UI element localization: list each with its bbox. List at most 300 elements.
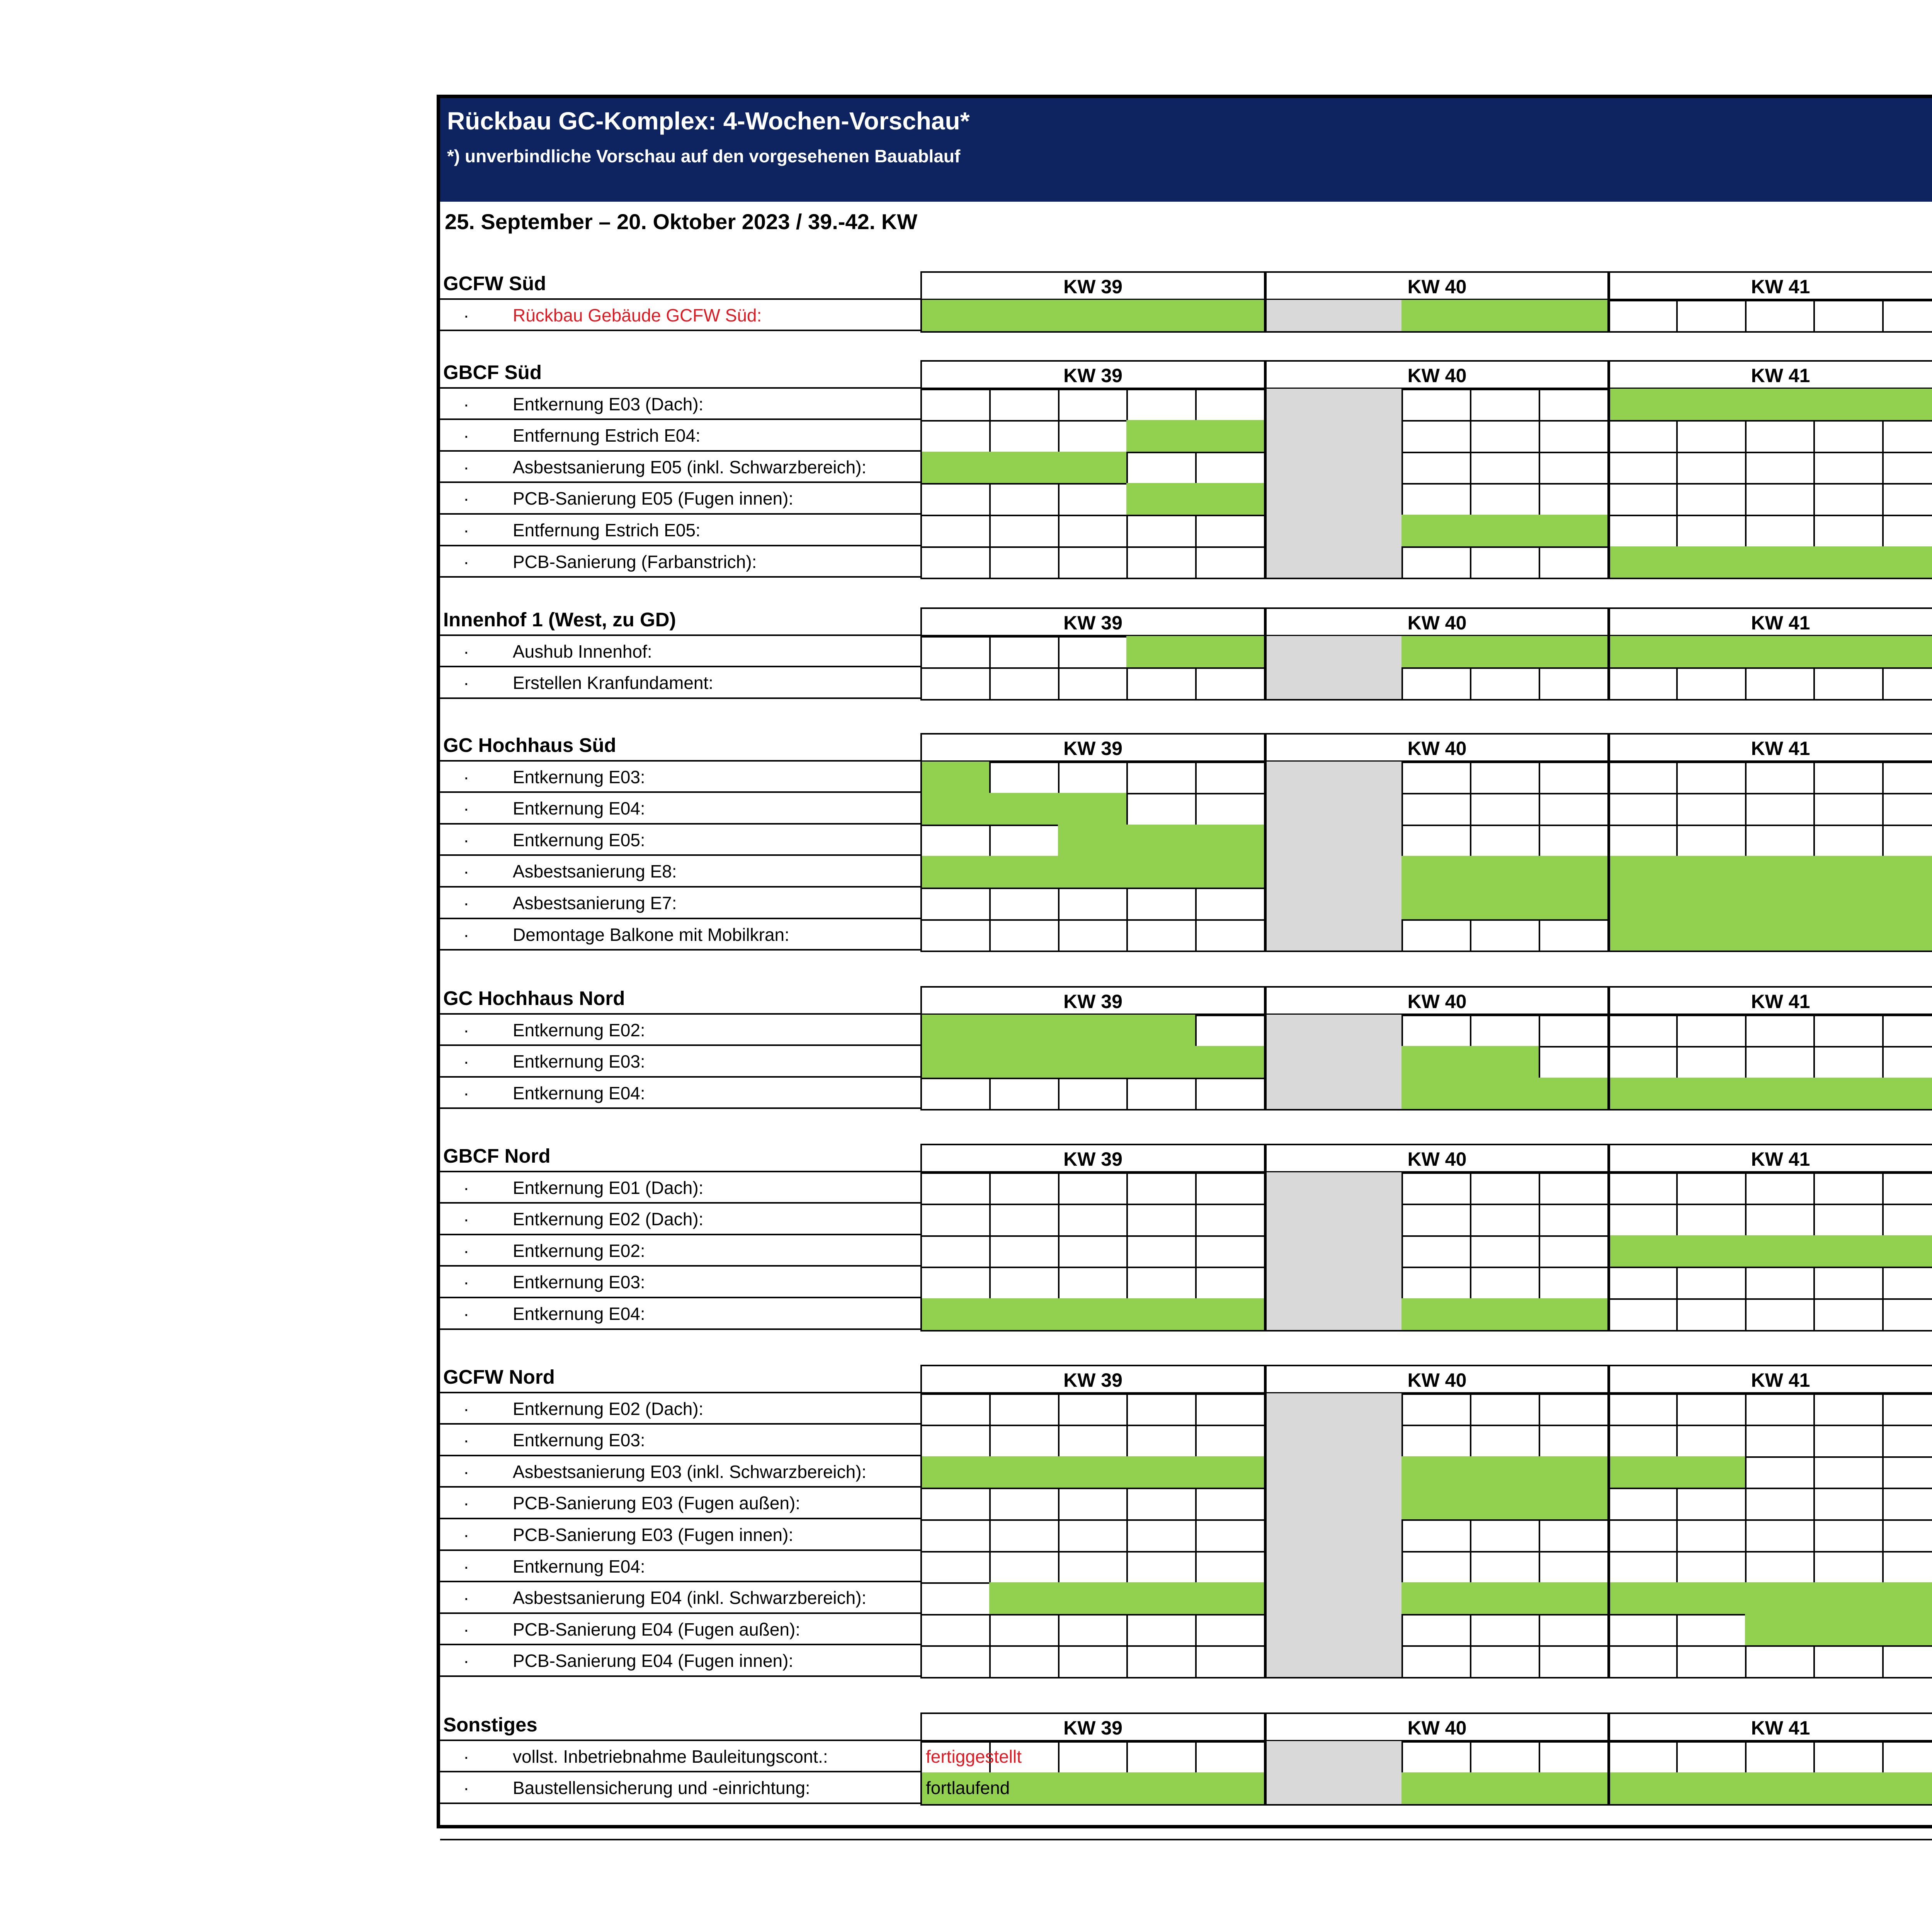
day-cell — [920, 825, 991, 858]
section-title: GBCF Nord — [443, 1145, 551, 1167]
day-cell — [1058, 1425, 1128, 1458]
day-cell — [1745, 1551, 1815, 1584]
day-cell — [1333, 1267, 1403, 1300]
week-header: KW 40 — [1264, 607, 1609, 638]
day-cell — [1195, 389, 1265, 422]
day-cell — [1195, 636, 1265, 669]
week-header: KW 40 — [1264, 360, 1609, 390]
day-cell — [989, 546, 1060, 580]
day-cell — [1401, 389, 1472, 422]
day-cell — [1333, 1235, 1403, 1269]
day-cell — [1401, 1204, 1472, 1237]
bullet: · — [463, 1556, 469, 1576]
row-divider — [440, 1328, 920, 1330]
week-header: KW 40 — [1264, 1712, 1609, 1743]
day-cell — [1195, 1298, 1265, 1332]
activity-label: Entkernung E02 (Dach): — [513, 1398, 704, 1419]
day-cell — [1882, 1519, 1932, 1553]
day-cell — [1401, 483, 1472, 516]
row-divider — [440, 1076, 920, 1078]
day-cell — [1126, 636, 1197, 669]
section-title: GCFW Süd — [443, 272, 546, 294]
day-cell — [1813, 389, 1884, 422]
day-cell — [1058, 825, 1128, 858]
day-cell — [1676, 389, 1747, 422]
activity-label: Entfernung Estrich E05: — [513, 520, 701, 540]
schedule-sheet — [437, 95, 1932, 1828]
day-cell — [1539, 1741, 1609, 1774]
day-cell — [920, 515, 991, 548]
day-cell — [1882, 1235, 1932, 1269]
activity-label: Entkernung E05: — [513, 830, 645, 850]
day-cell — [1676, 1582, 1747, 1616]
day-cell — [1333, 300, 1403, 333]
day-cell — [1813, 483, 1884, 516]
day-cell — [1539, 762, 1609, 795]
day-cell — [1676, 825, 1747, 858]
day-cell — [1264, 1046, 1334, 1079]
row-divider — [440, 576, 920, 578]
row-divider — [440, 1013, 920, 1015]
day-cell — [1607, 1741, 1678, 1774]
day-cell — [1607, 1488, 1678, 1521]
day-cell — [1058, 452, 1128, 485]
day-cell — [1126, 546, 1197, 580]
week-header: KW 40 — [1264, 1144, 1609, 1174]
day-cell — [920, 1172, 991, 1206]
day-cell — [1882, 1645, 1932, 1678]
day-cell — [1539, 1235, 1609, 1269]
day-cell — [1813, 1772, 1884, 1806]
day-cell — [1607, 793, 1678, 826]
day-cell — [1058, 762, 1128, 795]
day-cell — [1813, 793, 1884, 826]
day-cell — [1607, 546, 1678, 580]
activity-label: Asbestsanierung E05 (inkl. Schwarzbereich): — [513, 457, 867, 477]
day-cell — [1813, 1235, 1884, 1269]
day-cell — [1745, 1645, 1815, 1678]
day-cell — [1126, 420, 1197, 453]
day-cell — [1882, 1456, 1932, 1490]
day-cell — [1333, 452, 1403, 485]
day-cell — [989, 762, 1060, 795]
bullet: · — [463, 1051, 469, 1072]
activity-label: Entkernung E03: — [513, 767, 645, 787]
day-cell — [1333, 856, 1403, 889]
day-cell — [989, 389, 1060, 422]
day-cell — [1401, 825, 1472, 858]
activity-label: Asbestsanierung E8: — [513, 861, 677, 882]
day-cell — [1539, 483, 1609, 516]
day-cell — [920, 762, 991, 795]
day-cell — [1126, 515, 1197, 548]
day-cell — [1539, 636, 1609, 669]
day-cell — [1470, 1456, 1540, 1490]
bullet: · — [463, 1493, 469, 1513]
week-header: KW 39 — [920, 986, 1265, 1016]
day-cell — [1676, 1078, 1747, 1111]
row-divider — [440, 823, 920, 825]
day-cell — [920, 1425, 991, 1458]
day-cell — [1333, 1078, 1403, 1111]
day-cell — [1607, 1614, 1678, 1647]
day-cell — [1195, 793, 1265, 826]
day-cell — [1401, 1015, 1472, 1048]
day-cell — [989, 1015, 1060, 1048]
bullet: · — [463, 425, 469, 446]
day-cell — [1470, 1519, 1540, 1553]
bullet: · — [463, 673, 469, 693]
day-cell — [1882, 420, 1932, 453]
day-cell — [1470, 1015, 1540, 1048]
day-cell — [920, 1046, 991, 1079]
day-cell — [920, 1078, 991, 1111]
day-cell — [1813, 825, 1884, 858]
row-divider — [440, 854, 920, 856]
day-cell — [1195, 667, 1265, 701]
day-cell — [1264, 1456, 1334, 1490]
day-cell — [1195, 1425, 1265, 1458]
day-cell — [1264, 762, 1334, 795]
day-cell — [1264, 1519, 1334, 1553]
day-cell — [1607, 1772, 1678, 1806]
day-cell — [1539, 825, 1609, 858]
day-cell — [1264, 1425, 1334, 1458]
day-cell — [1401, 856, 1472, 889]
day-cell — [1401, 1582, 1472, 1616]
day-cell — [1745, 762, 1815, 795]
day-cell — [1676, 515, 1747, 548]
day-cell — [1126, 1172, 1197, 1206]
week-header: KW 41 — [1607, 607, 1932, 638]
day-cell — [1539, 1614, 1609, 1647]
day-cell — [1470, 1741, 1540, 1774]
day-cell — [1676, 1645, 1747, 1678]
section-title: GC Hochhaus Süd — [443, 734, 616, 756]
day-cell — [1539, 1298, 1609, 1332]
day-cell — [1882, 888, 1932, 921]
day-cell — [1607, 1235, 1678, 1269]
day-cell — [1058, 1046, 1128, 1079]
week-header: KW 41 — [1607, 1144, 1932, 1174]
day-cell — [1401, 919, 1472, 952]
activity-label: PCB-Sanierung (Farbanstrich): — [513, 551, 757, 572]
day-cell — [1882, 1425, 1932, 1458]
activity-label: Erstellen Kranfundament: — [513, 673, 714, 693]
day-cell — [1470, 825, 1540, 858]
day-cell — [1745, 1204, 1815, 1237]
day-cell — [1676, 483, 1747, 516]
day-cell — [1676, 1456, 1747, 1490]
day-cell — [1882, 1582, 1932, 1616]
day-cell — [1813, 919, 1884, 952]
day-cell — [1470, 1204, 1540, 1237]
day-cell — [1058, 483, 1128, 516]
day-cell — [1539, 1267, 1609, 1300]
day-cell — [1401, 1267, 1472, 1300]
day-cell — [1058, 1078, 1128, 1111]
day-cell — [1333, 1551, 1403, 1584]
day-cell — [1401, 1551, 1472, 1584]
day-cell — [1058, 1204, 1128, 1237]
day-cell — [1126, 1393, 1197, 1427]
day-cell — [1539, 1645, 1609, 1678]
day-cell — [1058, 300, 1128, 333]
bullet: · — [463, 394, 469, 414]
day-cell — [1058, 546, 1128, 580]
day-cell — [1333, 1488, 1403, 1521]
day-cell — [1401, 1519, 1472, 1553]
day-cell — [1813, 1551, 1884, 1584]
day-cell — [1126, 483, 1197, 516]
week-header: KW 39 — [920, 1365, 1265, 1395]
bullet: · — [463, 551, 469, 572]
day-cell — [1745, 919, 1815, 952]
day-cell — [1745, 1772, 1815, 1806]
day-cell — [1745, 825, 1815, 858]
day-cell — [1470, 1551, 1540, 1584]
day-cell — [920, 483, 991, 516]
day-cell — [1882, 1046, 1932, 1079]
day-cell — [1195, 1772, 1265, 1806]
day-cell — [1882, 825, 1932, 858]
day-cell — [1539, 1204, 1609, 1237]
day-cell — [1813, 1614, 1884, 1647]
day-cell — [1401, 1425, 1472, 1458]
day-cell — [1058, 1456, 1128, 1490]
day-cell — [1676, 1614, 1747, 1647]
day-cell — [1333, 1582, 1403, 1616]
day-cell — [989, 483, 1060, 516]
activity-label: PCB-Sanierung E03 (Fugen innen): — [513, 1525, 794, 1545]
week-header: KW 41 — [1607, 360, 1932, 390]
day-cell — [1539, 1393, 1609, 1427]
day-cell — [920, 1614, 991, 1647]
day-cell — [989, 1582, 1060, 1616]
day-cell — [1333, 420, 1403, 453]
day-cell — [1470, 1267, 1540, 1300]
day-cell — [1333, 1741, 1403, 1774]
day-cell — [1813, 1425, 1884, 1458]
day-cell — [1676, 1551, 1747, 1584]
day-cell — [1264, 825, 1334, 858]
day-cell — [1539, 515, 1609, 548]
day-cell — [1126, 1645, 1197, 1678]
day-cell — [1539, 793, 1609, 826]
day-cell — [920, 1645, 991, 1678]
day-cell — [1607, 1267, 1678, 1300]
day-cell — [989, 1425, 1060, 1458]
bullet: · — [463, 457, 469, 477]
day-cell — [1607, 300, 1678, 333]
day-cell — [1126, 1582, 1197, 1616]
day-cell — [1676, 1488, 1747, 1521]
bullet: · — [463, 1461, 469, 1482]
day-cell — [1195, 420, 1265, 453]
day-cell — [1401, 546, 1472, 580]
day-cell — [1401, 1235, 1472, 1269]
activity-label: Entkernung E04: — [513, 1083, 645, 1103]
row-divider — [440, 1423, 920, 1425]
bullet: · — [463, 641, 469, 662]
day-cell — [989, 1046, 1060, 1079]
day-cell — [1813, 1267, 1884, 1300]
day-cell — [1539, 452, 1609, 485]
bullet: · — [463, 1525, 469, 1545]
day-cell — [920, 300, 991, 333]
bullet: · — [463, 1020, 469, 1040]
day-cell — [1882, 667, 1932, 701]
day-cell — [1813, 1298, 1884, 1332]
day-cell — [920, 389, 991, 422]
section-title: Sonstiges — [443, 1714, 537, 1736]
day-cell — [1470, 420, 1540, 453]
bullet: · — [463, 1209, 469, 1229]
activity-label: Demontage Balkone mit Mobilkran: — [513, 924, 789, 945]
section-title: Innenhof 1 (West, zu GD) — [443, 609, 676, 631]
day-cell — [1470, 1772, 1540, 1806]
day-cell — [1882, 1267, 1932, 1300]
week-header: KW 40 — [1264, 1365, 1609, 1395]
day-cell — [1333, 1456, 1403, 1490]
day-cell — [1195, 1488, 1265, 1521]
day-cell — [1813, 300, 1884, 333]
activity-label: PCB-Sanierung E05 (Fugen innen): — [513, 488, 794, 509]
day-cell — [1745, 1582, 1815, 1616]
day-cell — [1264, 636, 1334, 669]
bullet: · — [463, 1619, 469, 1639]
week-header: KW 40 — [1264, 271, 1609, 301]
day-cell — [1333, 1015, 1403, 1048]
day-cell — [1264, 452, 1334, 485]
day-cell — [1539, 1488, 1609, 1521]
day-cell — [1607, 1393, 1678, 1427]
day-cell — [1333, 1298, 1403, 1332]
day-cell — [1264, 1015, 1334, 1048]
day-cell — [920, 636, 991, 669]
day-cell — [1333, 483, 1403, 516]
day-cell — [1126, 1046, 1197, 1079]
day-cell — [1058, 1741, 1128, 1774]
day-cell — [1813, 1456, 1884, 1490]
week-header: KW 39 — [920, 1712, 1265, 1743]
day-cell — [1676, 1046, 1747, 1079]
day-cell — [1676, 1235, 1747, 1269]
bullet: · — [463, 924, 469, 945]
day-cell — [989, 825, 1060, 858]
day-cell — [1126, 1614, 1197, 1647]
day-cell — [920, 1456, 991, 1490]
week-header: KW 39 — [920, 1144, 1265, 1174]
day-cell — [1195, 1235, 1265, 1269]
section-title: GCFW Nord — [443, 1366, 555, 1388]
day-cell — [1676, 1015, 1747, 1048]
day-cell — [1676, 856, 1747, 889]
day-cell — [1676, 1204, 1747, 1237]
day-cell — [989, 1456, 1060, 1490]
day-cell — [989, 888, 1060, 921]
day-cell — [920, 1267, 991, 1300]
day-cell — [1539, 1078, 1609, 1111]
day-cell — [1676, 1772, 1747, 1806]
activity-label: Entkernung E03 (Dach): — [513, 394, 704, 414]
day-cell — [1676, 667, 1747, 701]
day-cell — [1333, 1204, 1403, 1237]
week-header: KW 39 — [920, 360, 1265, 390]
day-cell — [1126, 667, 1197, 701]
day-cell — [989, 1267, 1060, 1300]
day-cell — [1264, 1488, 1334, 1521]
day-cell — [1126, 1235, 1197, 1269]
day-cell — [989, 515, 1060, 548]
day-cell — [1676, 888, 1747, 921]
row-divider — [440, 791, 920, 793]
activity-label: Entkernung E02: — [513, 1240, 645, 1261]
day-cell — [1676, 1393, 1747, 1427]
day-cell — [1813, 1519, 1884, 1553]
activity-label: Entkernung E03: — [513, 1051, 645, 1072]
day-cell — [1745, 389, 1815, 422]
day-cell — [989, 1078, 1060, 1111]
day-cell — [1058, 1645, 1128, 1678]
activity-label: Rückbau Gebäude GCFW Süd: — [513, 305, 762, 325]
day-cell — [1264, 919, 1334, 952]
day-cell — [1539, 667, 1609, 701]
day-cell — [1813, 452, 1884, 485]
day-cell — [1745, 1298, 1815, 1332]
day-cell — [1539, 1456, 1609, 1490]
day-cell — [1813, 1582, 1884, 1616]
day-cell — [1333, 389, 1403, 422]
day-cell — [1058, 1393, 1128, 1427]
day-cell — [1470, 1582, 1540, 1616]
activity-label: Entkernung E02: — [513, 1020, 645, 1040]
activity-label: Entkernung E03: — [513, 1272, 645, 1292]
day-cell — [1264, 1078, 1334, 1111]
day-cell — [1401, 793, 1472, 826]
row-divider — [440, 1549, 920, 1551]
day-cell — [1195, 1645, 1265, 1678]
day-cell — [1126, 1267, 1197, 1300]
day-cell — [1195, 856, 1265, 889]
day-cell — [1882, 1741, 1932, 1774]
day-cell — [1470, 546, 1540, 580]
day-cell — [1470, 515, 1540, 548]
day-cell — [1676, 1172, 1747, 1206]
day-cell — [1333, 1519, 1403, 1553]
day-cell — [1264, 856, 1334, 889]
day-cell — [1607, 1078, 1678, 1111]
day-cell — [1195, 1519, 1265, 1553]
day-cell — [1058, 1488, 1128, 1521]
week-header: KW 41 — [1607, 1365, 1932, 1395]
day-cell — [1607, 1519, 1678, 1553]
day-cell — [1126, 888, 1197, 921]
day-cell — [1745, 793, 1815, 826]
day-cell — [1058, 389, 1128, 422]
activity-label: PCB-Sanierung E04 (Fugen innen): — [513, 1651, 794, 1671]
day-cell — [920, 919, 991, 952]
day-cell — [1882, 1488, 1932, 1521]
bullet: · — [463, 1304, 469, 1324]
day-cell — [1607, 483, 1678, 516]
day-cell — [1333, 1393, 1403, 1427]
day-cell — [1126, 1772, 1197, 1806]
day-cell — [1470, 1488, 1540, 1521]
day-cell — [1607, 856, 1678, 889]
day-cell — [1333, 888, 1403, 921]
day-cell — [989, 1235, 1060, 1269]
